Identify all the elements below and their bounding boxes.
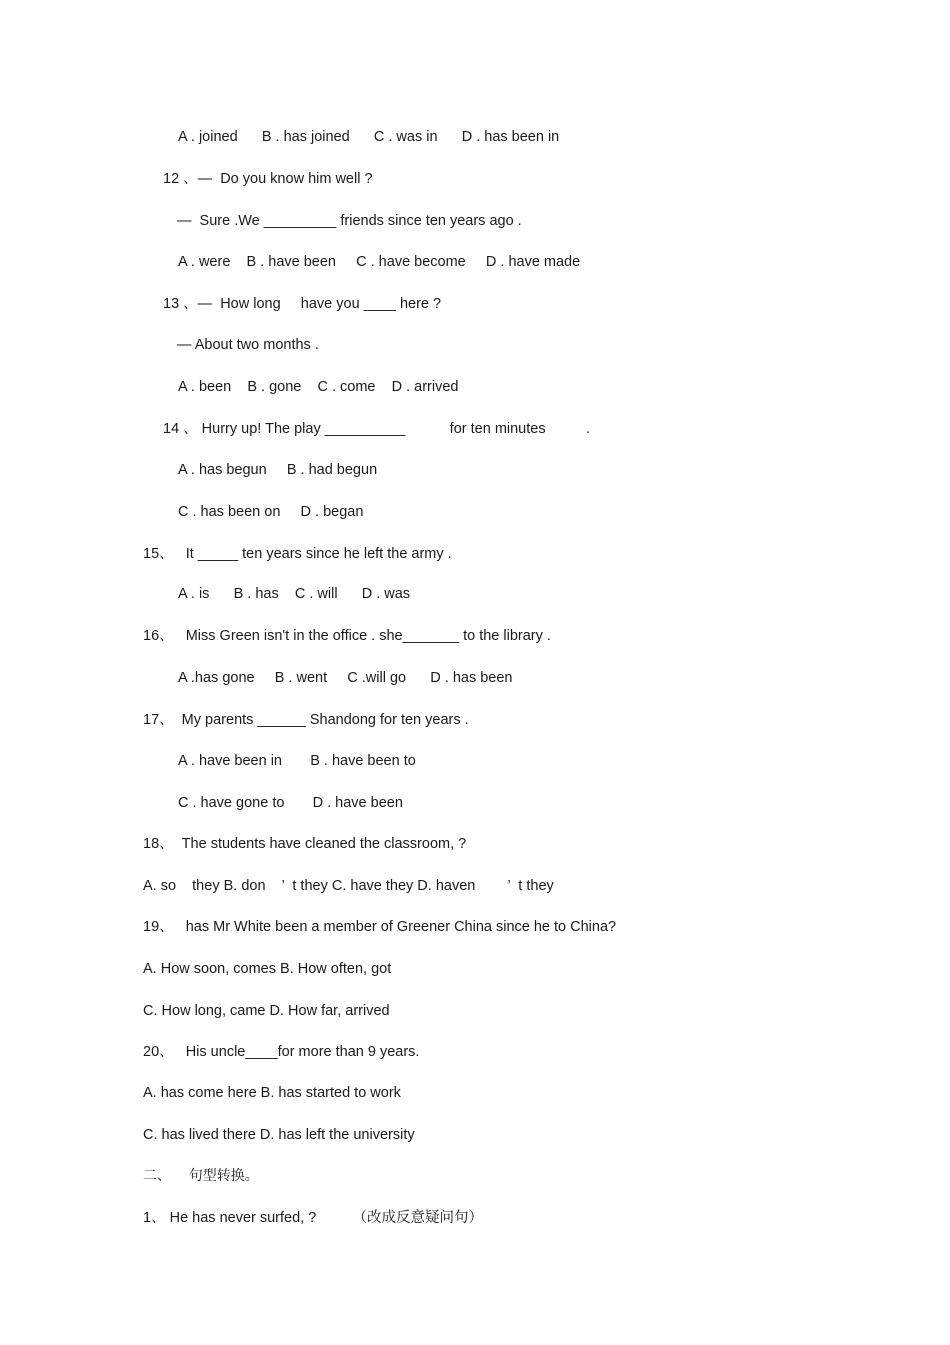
q14-question: 14 、 Hurry up! The play __________ for ten minutes . [163, 421, 590, 437]
q17-question: 17、 My parents ______ Shandong for ten years . [143, 712, 469, 728]
q13-options: A . been B . gone C . come D . arrived [178, 379, 459, 395]
q13-answer: — About two months . [177, 337, 319, 353]
q14-options-ab: A . has begun B . had begun [178, 462, 378, 478]
q19-question: 19、 has Mr White been a member of Greener China since he to China? [143, 919, 617, 935]
q20-question: 20、 His uncle____for more than 9 years. [143, 1044, 420, 1060]
q15-question: 15、 It _____ ten years since he left the army . [143, 546, 452, 562]
q12-question: 12 、— Do you know him well ? [163, 171, 373, 187]
q15-options: A . is B . has C . will D . was [178, 586, 411, 602]
q18-options: A. so they B. don ’ t they C. have they D. haven ’ t they [143, 878, 554, 894]
q19-options-ab: A. How soon, comes B. How often, got [143, 961, 392, 977]
section-two-item-1: 1、 He has never surfed, ? （改成反意疑问句） [143, 1210, 484, 1226]
q20-options-ab: A. has come here B. has started to work [143, 1085, 401, 1101]
q20-options-cd: C. has lived there D. has left the university [143, 1127, 415, 1143]
section-two-heading: 二、 句型转换。 [143, 1168, 259, 1184]
q11-options: A . joined B . has joined C . was in D . has been in [178, 129, 560, 145]
q12-options: A . were B . have been C . have become D . have made [178, 254, 581, 270]
q14-options-cd: C . has been on D . began [178, 504, 364, 520]
q12-answer: — Sure .We _________ friends since ten years ago . [177, 213, 522, 229]
q18-question: 18、 The students have cleaned the classroom, ? [143, 836, 467, 852]
q19-options-cd: C. How long, came D. How far, arrived [143, 1003, 390, 1019]
q16-options: A .has gone B . went C .will go D . has been [178, 670, 513, 686]
q17-options-cd: C . have gone to D . have been [178, 795, 403, 811]
q17-options-ab: A . have been in B . have been to [178, 753, 416, 769]
q13-question: 13 、— How long have you ____ here ? [163, 296, 442, 312]
q16-question: 16、 Miss Green isn't in the office . she_______ to the library . [143, 628, 551, 644]
